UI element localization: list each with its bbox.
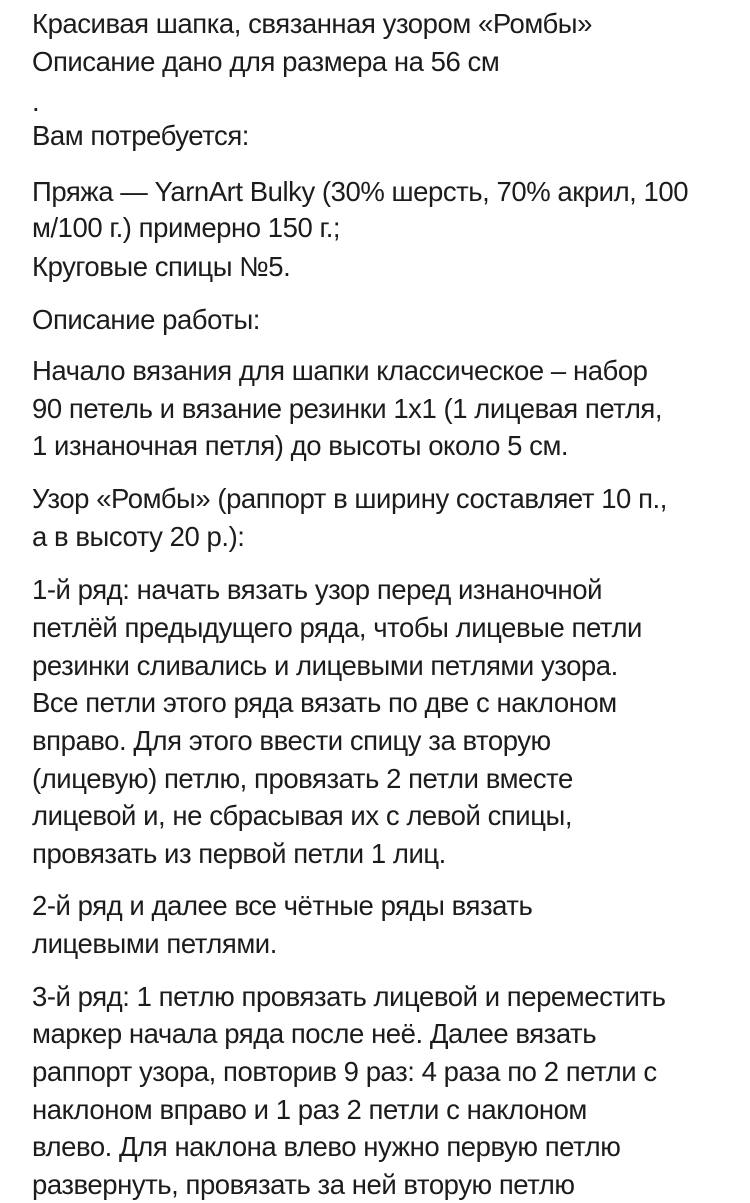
paragraph-line: маркер начала ряда после неё. Далее вязать [32,1018,597,1049]
paragraph-line: 1 изнаночная петля) до высоты около 5 см. [32,430,569,461]
materials-yarn-line2: м/100 г.) примерно 150 г.; [32,212,341,243]
paragraph-line: Узор «Ромбы» (раппорт в ширину составляет 10 п., [32,483,667,514]
paragraph-line: резинки сливались и лицевыми петлями узора. [32,650,618,681]
paragraph-line: влево. Для наклона влево нужно первую петлю [32,1131,621,1162]
paragraph-line: а в высоту 20 р.): [32,521,245,552]
paragraph-line: 1-й ряд: начать вязать узор перед изнаночной [32,574,602,605]
separator: . [32,86,40,117]
paragraph-line: 3-й ряд: 1 петлю провязать лицевой и переместить [32,981,666,1012]
paragraph-line: раппорт узора, повторив 9 раз: 4 раза по 2 петли с [32,1056,657,1087]
document-title: Красивая шапка, связанная узором «Ромбы» [32,8,592,39]
paragraph-line: наклоном вправо и 1 раз 2 петли с наклоном [32,1094,587,1125]
paragraph-line: Все петли этого ряда вязать по две с наклоном [32,687,617,718]
materials-needles: Круговые спицы №5. [32,251,291,282]
materials-heading: Вам потребуется: [32,120,249,151]
paragraph-line: 90 петель и вязание резинки 1x1 (1 лицевая петля, [32,393,663,424]
paragraph-line: вправо. Для этого ввести спицу за вторую [32,725,551,756]
paragraph-line: 2-й ряд и далее все чётные ряды вязать [32,890,533,921]
paragraph-line: Начало вязания для шапки классическое – набор [32,355,648,386]
document-subtitle: Описание дано для размера на 56 см [32,46,500,77]
paragraph-line: петлёй предыдущего ряда, чтобы лицевые петли [32,612,642,643]
paragraph-line: (лицевую) петлю, провязать 2 петли вместе [32,763,573,794]
paragraph-line: провязать из первой петли 1 лиц. [32,838,446,869]
paragraph-line: лицевыми петлями. [32,928,277,959]
paragraph-line: лицевой и, не сбрасывая их с левой спицы, [32,800,573,831]
work-heading: Описание работы: [32,304,261,335]
paragraph-line: развернуть, провязать за ней вторую петлю [32,1169,575,1200]
materials-yarn-line1: Пряжа — YarnArt Bulky (30% шерсть, 70% акрил, 100 [32,176,689,207]
